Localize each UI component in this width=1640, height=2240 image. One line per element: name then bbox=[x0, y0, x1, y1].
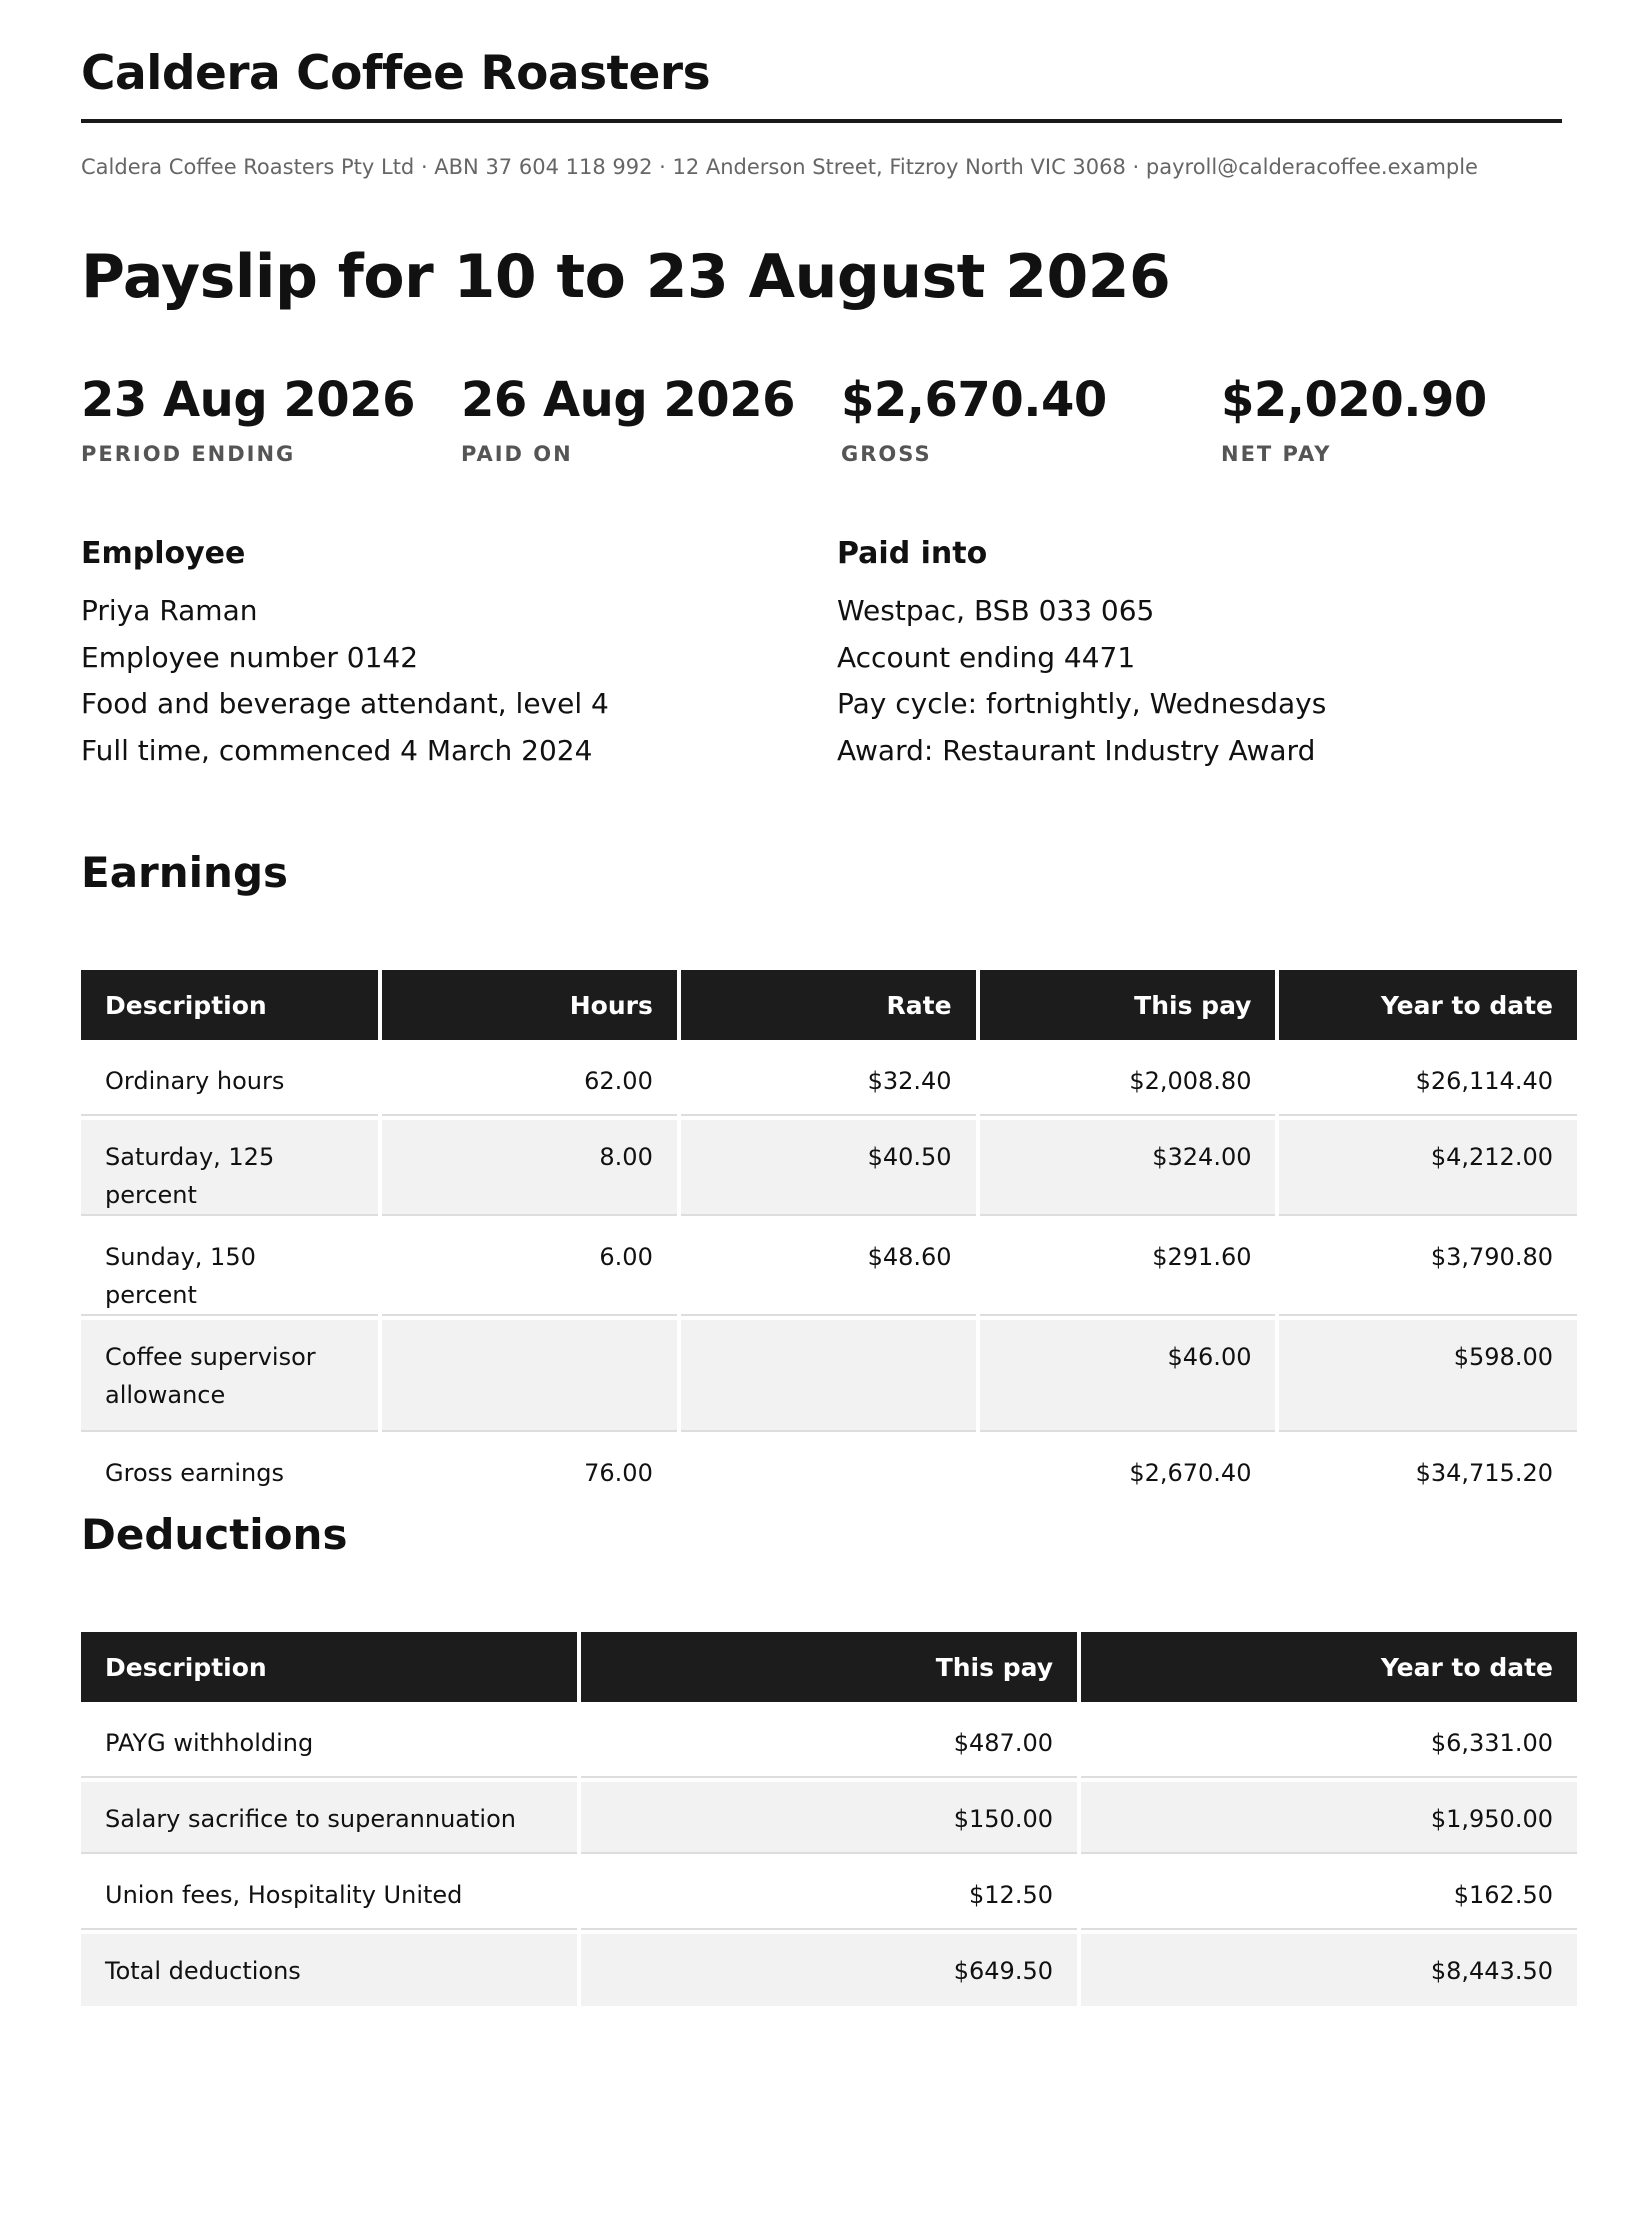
table-cell: $3,790.80 bbox=[1279, 1220, 1577, 1316]
table-row bbox=[81, 1320, 1577, 1432]
table-cell: $6,331.00 bbox=[1081, 1706, 1577, 1778]
pay-cycle: Pay cycle: fortnightly, Wednesdays bbox=[837, 687, 1327, 720]
employee-role: Food and beverage attendant, level 4 bbox=[81, 687, 609, 720]
table-cell: $32.40 bbox=[681, 1044, 976, 1116]
table-cell: $46.00 bbox=[980, 1320, 1276, 1432]
bank-account: Account ending 4471 bbox=[837, 640, 1136, 674]
table-cell: $291.60 bbox=[980, 1220, 1276, 1316]
summary-period-ending bbox=[81, 370, 451, 466]
table-row bbox=[81, 1044, 1577, 1116]
earnings-header-row bbox=[81, 970, 1577, 1040]
summary-value: 26 Aug 2026 bbox=[461, 372, 795, 428]
table-row bbox=[81, 1220, 1577, 1316]
employee-heading: Employee bbox=[81, 536, 246, 571]
employee-name: Priya Raman bbox=[81, 594, 258, 627]
table-cell: Total deductions bbox=[81, 1934, 577, 2006]
table-cell bbox=[681, 1436, 976, 1508]
summary-label: PERIOD ENDING bbox=[81, 442, 296, 466]
table-row-total bbox=[81, 1436, 1577, 1508]
table-cell: Coffee supervisor allowance bbox=[81, 1320, 378, 1432]
company-name: Caldera Coffee Roasters bbox=[81, 46, 711, 101]
company-details: Caldera Coffee Roasters Pty Ltd · ABN 37 604 118 992 · 12 Anderson Street, Fitzroy North VIC 3068 · payroll@calderacoffee.example bbox=[81, 155, 1478, 179]
table-cell: Sunday, 150 percent bbox=[81, 1220, 378, 1316]
employee-employment: Full time, commenced 4 March 2024 bbox=[81, 733, 593, 767]
summary-gross bbox=[841, 370, 1211, 466]
table-row bbox=[81, 1782, 1577, 1854]
table-row bbox=[81, 1706, 1577, 1778]
header-divider bbox=[81, 119, 1562, 123]
column-header: This pay bbox=[980, 970, 1276, 1040]
table-cell bbox=[382, 1320, 677, 1432]
deductions-title: Deductions bbox=[81, 1510, 348, 1559]
table-cell: 76.00 bbox=[584, 1459, 653, 1487]
table-cell: $150.00 bbox=[581, 1782, 1077, 1854]
table-cell: $26,114.40 bbox=[1279, 1044, 1577, 1116]
table-cell: Union fees, Hospitality United bbox=[81, 1858, 577, 1930]
table-cell: $162.50 bbox=[1081, 1858, 1577, 1930]
table-cell: Saturday, 125 percent bbox=[81, 1120, 378, 1216]
table-cell: PAYG withholding bbox=[81, 1706, 577, 1778]
table-cell: Salary sacrifice to superannuation bbox=[81, 1782, 577, 1854]
paid-into-heading: Paid into bbox=[837, 536, 988, 571]
deductions-table bbox=[77, 1628, 1581, 2010]
table-cell bbox=[681, 1320, 976, 1432]
table-row-total bbox=[81, 1934, 1577, 2006]
summary-value: 23 Aug 2026 bbox=[81, 372, 415, 428]
table-cell: Gross earnings bbox=[105, 1459, 285, 1487]
table-cell: $2,008.80 bbox=[980, 1044, 1276, 1116]
table-cell: $649.50 bbox=[581, 1934, 1077, 2006]
summary-paid-on bbox=[461, 370, 831, 466]
table-cell: $34,715.20 bbox=[1415, 1459, 1553, 1487]
column-header: Rate bbox=[681, 970, 976, 1040]
table-cell: $487.00 bbox=[581, 1706, 1077, 1778]
summary-label: PAID ON bbox=[461, 442, 573, 466]
payslip-title: Payslip for 10 to 23 August 2026 bbox=[81, 242, 1171, 312]
column-header: Hours bbox=[382, 970, 677, 1040]
table-cell: $324.00 bbox=[980, 1120, 1276, 1216]
column-header: Description bbox=[81, 1632, 577, 1702]
table-cell: $4,212.00 bbox=[1279, 1120, 1577, 1216]
table-cell: $1,950.00 bbox=[1081, 1782, 1577, 1854]
paid-into-block bbox=[837, 534, 1537, 774]
table-cell: $598.00 bbox=[1279, 1320, 1577, 1432]
column-header: This pay bbox=[581, 1632, 1077, 1702]
table-cell: 8.00 bbox=[382, 1120, 677, 1216]
bank-bsb: Westpac, BSB 033 065 bbox=[837, 594, 1155, 627]
table-cell: 62.00 bbox=[382, 1044, 677, 1116]
table-cell: 6.00 bbox=[382, 1220, 677, 1316]
summary-net-pay bbox=[1221, 370, 1591, 466]
table-row bbox=[81, 1858, 1577, 1930]
deductions-header-row bbox=[81, 1632, 1577, 1702]
column-header: Year to date bbox=[1081, 1632, 1577, 1702]
table-row bbox=[81, 1120, 1577, 1216]
summary-value: $2,670.40 bbox=[841, 372, 1107, 428]
award: Award: Restaurant Industry Award bbox=[837, 733, 1316, 767]
table-cell: $48.60 bbox=[681, 1220, 976, 1316]
summary-label: GROSS bbox=[841, 442, 932, 466]
summary-label: NET PAY bbox=[1221, 442, 1332, 466]
table-cell: $2,670.40 bbox=[1129, 1459, 1252, 1487]
column-header: Description bbox=[81, 970, 378, 1040]
employee-block bbox=[81, 534, 781, 774]
table-cell: Ordinary hours bbox=[81, 1044, 378, 1116]
table-cell: $40.50 bbox=[681, 1120, 976, 1216]
table-cell: $12.50 bbox=[581, 1858, 1077, 1930]
earnings-table bbox=[77, 966, 1581, 1512]
column-header: Year to date bbox=[1279, 970, 1577, 1040]
summary-value: $2,020.90 bbox=[1221, 372, 1487, 428]
earnings-title: Earnings bbox=[81, 848, 289, 897]
employee-number: Employee number 0142 bbox=[81, 640, 419, 674]
table-cell: $8,443.50 bbox=[1081, 1934, 1577, 2006]
